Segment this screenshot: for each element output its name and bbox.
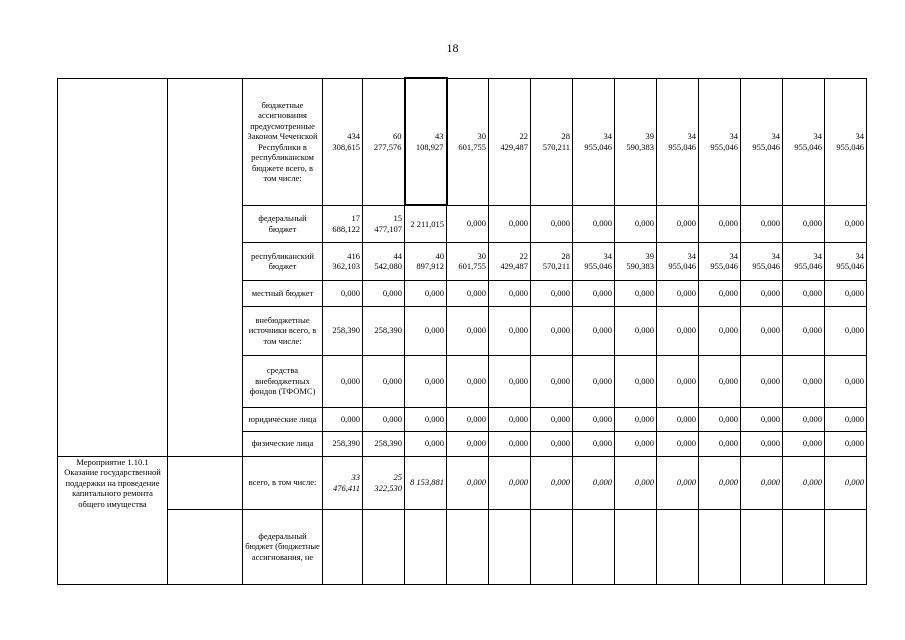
table-row (58, 78, 867, 205)
value-cell (573, 509, 615, 584)
value-cell: 0,000 (825, 355, 867, 407)
source-label-cell: физические лица (243, 431, 323, 456)
value-cell: 34 955,046 (573, 242, 615, 280)
value-cell: 22 429,487 (489, 242, 531, 280)
value-cell: 34 955,046 (657, 242, 699, 280)
source-label-cell: юридические лица (243, 407, 323, 431)
activity-cell-empty (58, 431, 168, 456)
value-cell: 0,000 (783, 205, 825, 242)
value-cell: 0,000 (657, 456, 699, 509)
activity-cell-empty (58, 407, 168, 431)
value-cell: 258,390 (363, 431, 405, 456)
value-cell: 0,000 (405, 431, 447, 456)
value-cell: 43 108,927 (405, 78, 447, 205)
activity-cell-empty (58, 509, 168, 584)
table-row (58, 355, 867, 407)
value-cell: 0,000 (447, 431, 489, 456)
value-cell: 60 277,576 (363, 78, 405, 205)
value-cell: 258,390 (323, 306, 363, 355)
value-cell: 0,000 (363, 407, 405, 431)
source-label-cell: республиканский бюджет (243, 242, 323, 280)
value-cell: 0,000 (657, 431, 699, 456)
table-row (58, 407, 867, 431)
value-cell: 0,000 (825, 407, 867, 431)
executor-cell-empty (168, 456, 243, 509)
value-cell: 0,000 (447, 306, 489, 355)
activity-cell-empty (58, 242, 168, 280)
value-cell: 0,000 (531, 280, 573, 306)
value-cell: 0,000 (741, 431, 783, 456)
value-cell: 0,000 (363, 280, 405, 306)
value-cell: 34 955,046 (783, 242, 825, 280)
value-cell: 34 955,046 (573, 78, 615, 205)
value-cell (323, 509, 363, 584)
activity-name-cell: Мероприятие 1.10.1 Оказание государственной поддержки на проведение капитального ремонта общего имущества (58, 456, 168, 509)
value-cell: 0,000 (783, 280, 825, 306)
value-cell: 0,000 (783, 407, 825, 431)
value-cell: 0,000 (489, 431, 531, 456)
value-cell: 34 955,046 (699, 78, 741, 205)
table-row (58, 431, 867, 456)
table-row (58, 205, 867, 242)
value-cell: 0,000 (615, 456, 657, 509)
value-cell: 0,000 (489, 205, 531, 242)
value-cell (741, 509, 783, 584)
value-cell: 0,000 (447, 407, 489, 431)
value-cell: 2 211,015 (405, 205, 447, 242)
value-cell: 0,000 (531, 431, 573, 456)
executor-cell-empty (168, 306, 243, 355)
value-cell: 0,000 (783, 355, 825, 407)
value-cell: 0,000 (323, 280, 363, 306)
value-cell: 0,000 (489, 456, 531, 509)
value-cell: 8 153,881 (405, 456, 447, 509)
budget-table (57, 77, 867, 585)
value-cell: 17 688,122 (323, 205, 363, 242)
value-cell: 34 955,046 (699, 242, 741, 280)
value-cell: 0,000 (741, 407, 783, 431)
executor-cell-empty (168, 509, 243, 584)
value-cell: 0,000 (447, 280, 489, 306)
value-cell: 0,000 (741, 456, 783, 509)
value-cell: 258,390 (323, 431, 363, 456)
value-cell: 0,000 (405, 306, 447, 355)
value-cell: 0,000 (531, 205, 573, 242)
value-cell: 0,000 (741, 306, 783, 355)
value-cell: 30 601,755 (447, 242, 489, 280)
value-cell: 0,000 (573, 306, 615, 355)
value-cell: 0,000 (615, 280, 657, 306)
table-row (58, 242, 867, 280)
value-cell: 0,000 (699, 205, 741, 242)
value-cell: 0,000 (657, 306, 699, 355)
activity-cell-empty (58, 205, 168, 242)
source-label-cell: всего, в том числе: (243, 456, 323, 509)
value-cell: 0,000 (363, 355, 405, 407)
value-cell: 0,000 (405, 407, 447, 431)
value-cell: 0,000 (531, 355, 573, 407)
value-cell: 0,000 (699, 456, 741, 509)
executor-cell-empty (168, 280, 243, 306)
value-cell: 0,000 (323, 355, 363, 407)
value-cell: 0,000 (615, 407, 657, 431)
table-row (58, 509, 867, 584)
value-cell: 0,000 (783, 306, 825, 355)
executor-cell-empty (168, 355, 243, 407)
value-cell: 0,000 (573, 407, 615, 431)
source-label-cell: федеральный бюджет (бюджетные ассигнования, не (243, 509, 323, 584)
value-cell: 34 955,046 (741, 242, 783, 280)
value-cell: 0,000 (489, 355, 531, 407)
value-cell: 0,000 (615, 355, 657, 407)
source-label-cell: средства внебюджетных фондов (ТФОМС) (243, 355, 323, 407)
table-row (58, 306, 867, 355)
value-cell: 30 601,755 (447, 78, 489, 205)
value-cell: 0,000 (405, 355, 447, 407)
value-cell: 0,000 (447, 355, 489, 407)
value-cell: 0,000 (741, 205, 783, 242)
executor-cell-empty (168, 242, 243, 280)
value-cell (447, 509, 489, 584)
value-cell: 0,000 (741, 355, 783, 407)
value-cell: 25 322,530 (363, 456, 405, 509)
value-cell: 0,000 (825, 205, 867, 242)
value-cell: 28 570,211 (531, 242, 573, 280)
value-cell (531, 509, 573, 584)
value-cell: 39 590,383 (615, 78, 657, 205)
source-label-cell: внебюджетные источники всего, в том числе: (243, 306, 323, 355)
value-cell: 0,000 (489, 306, 531, 355)
value-cell: 15 477,107 (363, 205, 405, 242)
activity-cell-empty (58, 355, 168, 407)
table-row (58, 280, 867, 306)
value-cell: 0,000 (741, 280, 783, 306)
value-cell: 0,000 (573, 456, 615, 509)
value-cell: 39 590,383 (615, 242, 657, 280)
value-cell: 0,000 (699, 355, 741, 407)
value-cell: 0,000 (825, 431, 867, 456)
source-label-cell: местный бюджет (243, 280, 323, 306)
value-cell: 0,000 (657, 205, 699, 242)
value-cell (825, 509, 867, 584)
value-cell: 0,000 (657, 355, 699, 407)
value-cell: 40 897,912 (405, 242, 447, 280)
value-cell: 33 476,411 (323, 456, 363, 509)
value-cell: 0,000 (489, 407, 531, 431)
value-cell: 0,000 (699, 280, 741, 306)
executor-cell-empty (168, 407, 243, 431)
value-cell: 0,000 (573, 355, 615, 407)
activity-cell-empty (58, 306, 168, 355)
value-cell: 28 570,211 (531, 78, 573, 205)
value-cell (783, 509, 825, 584)
executor-cell-empty (168, 78, 243, 205)
value-cell: 0,000 (531, 407, 573, 431)
value-cell: 34 955,046 (783, 78, 825, 205)
value-cell: 434 308,615 (323, 78, 363, 205)
value-cell: 0,000 (573, 280, 615, 306)
value-cell (363, 509, 405, 584)
value-cell: 0,000 (323, 407, 363, 431)
source-label-cell: бюджетные ассигнования предусмотренные Законом Чеченской Республики в республиканском бюджете всего, в том числе: (243, 78, 323, 205)
table-row (58, 456, 867, 509)
value-cell: 0,000 (825, 456, 867, 509)
value-cell: 0,000 (531, 456, 573, 509)
value-cell: 22 429,487 (489, 78, 531, 205)
value-cell: 416 362,103 (323, 242, 363, 280)
executor-cell-empty (168, 431, 243, 456)
activity-cell-empty (58, 280, 168, 306)
value-cell: 0,000 (489, 280, 531, 306)
value-cell: 34 955,046 (825, 78, 867, 205)
value-cell: 0,000 (825, 306, 867, 355)
value-cell: 34 955,046 (825, 242, 867, 280)
value-cell: 0,000 (447, 205, 489, 242)
value-cell: 0,000 (573, 205, 615, 242)
value-cell: 0,000 (615, 205, 657, 242)
value-cell: 0,000 (615, 306, 657, 355)
value-cell (699, 509, 741, 584)
value-cell: 0,000 (783, 456, 825, 509)
executor-cell-empty (168, 205, 243, 242)
value-cell: 0,000 (825, 280, 867, 306)
value-cell: 0,000 (573, 431, 615, 456)
source-label-cell: федеральный бюджет (243, 205, 323, 242)
value-cell (657, 509, 699, 584)
value-cell: 44 542,080 (363, 242, 405, 280)
value-cell: 34 955,046 (657, 78, 699, 205)
value-cell: 0,000 (783, 431, 825, 456)
value-cell: 0,000 (405, 280, 447, 306)
page-number: 18 (446, 41, 459, 55)
value-cell: 0,000 (657, 280, 699, 306)
table-body (58, 78, 867, 584)
value-cell: 0,000 (657, 407, 699, 431)
value-cell: 0,000 (699, 431, 741, 456)
value-cell: 0,000 (699, 306, 741, 355)
value-cell: 0,000 (447, 456, 489, 509)
value-cell: 34 955,046 (741, 78, 783, 205)
value-cell: 0,000 (615, 431, 657, 456)
value-cell: 0,000 (531, 306, 573, 355)
value-cell: 258,390 (363, 306, 405, 355)
value-cell: 0,000 (699, 407, 741, 431)
value-cell (405, 509, 447, 584)
value-cell (615, 509, 657, 584)
activity-cell-empty (58, 78, 168, 205)
value-cell (489, 509, 531, 584)
